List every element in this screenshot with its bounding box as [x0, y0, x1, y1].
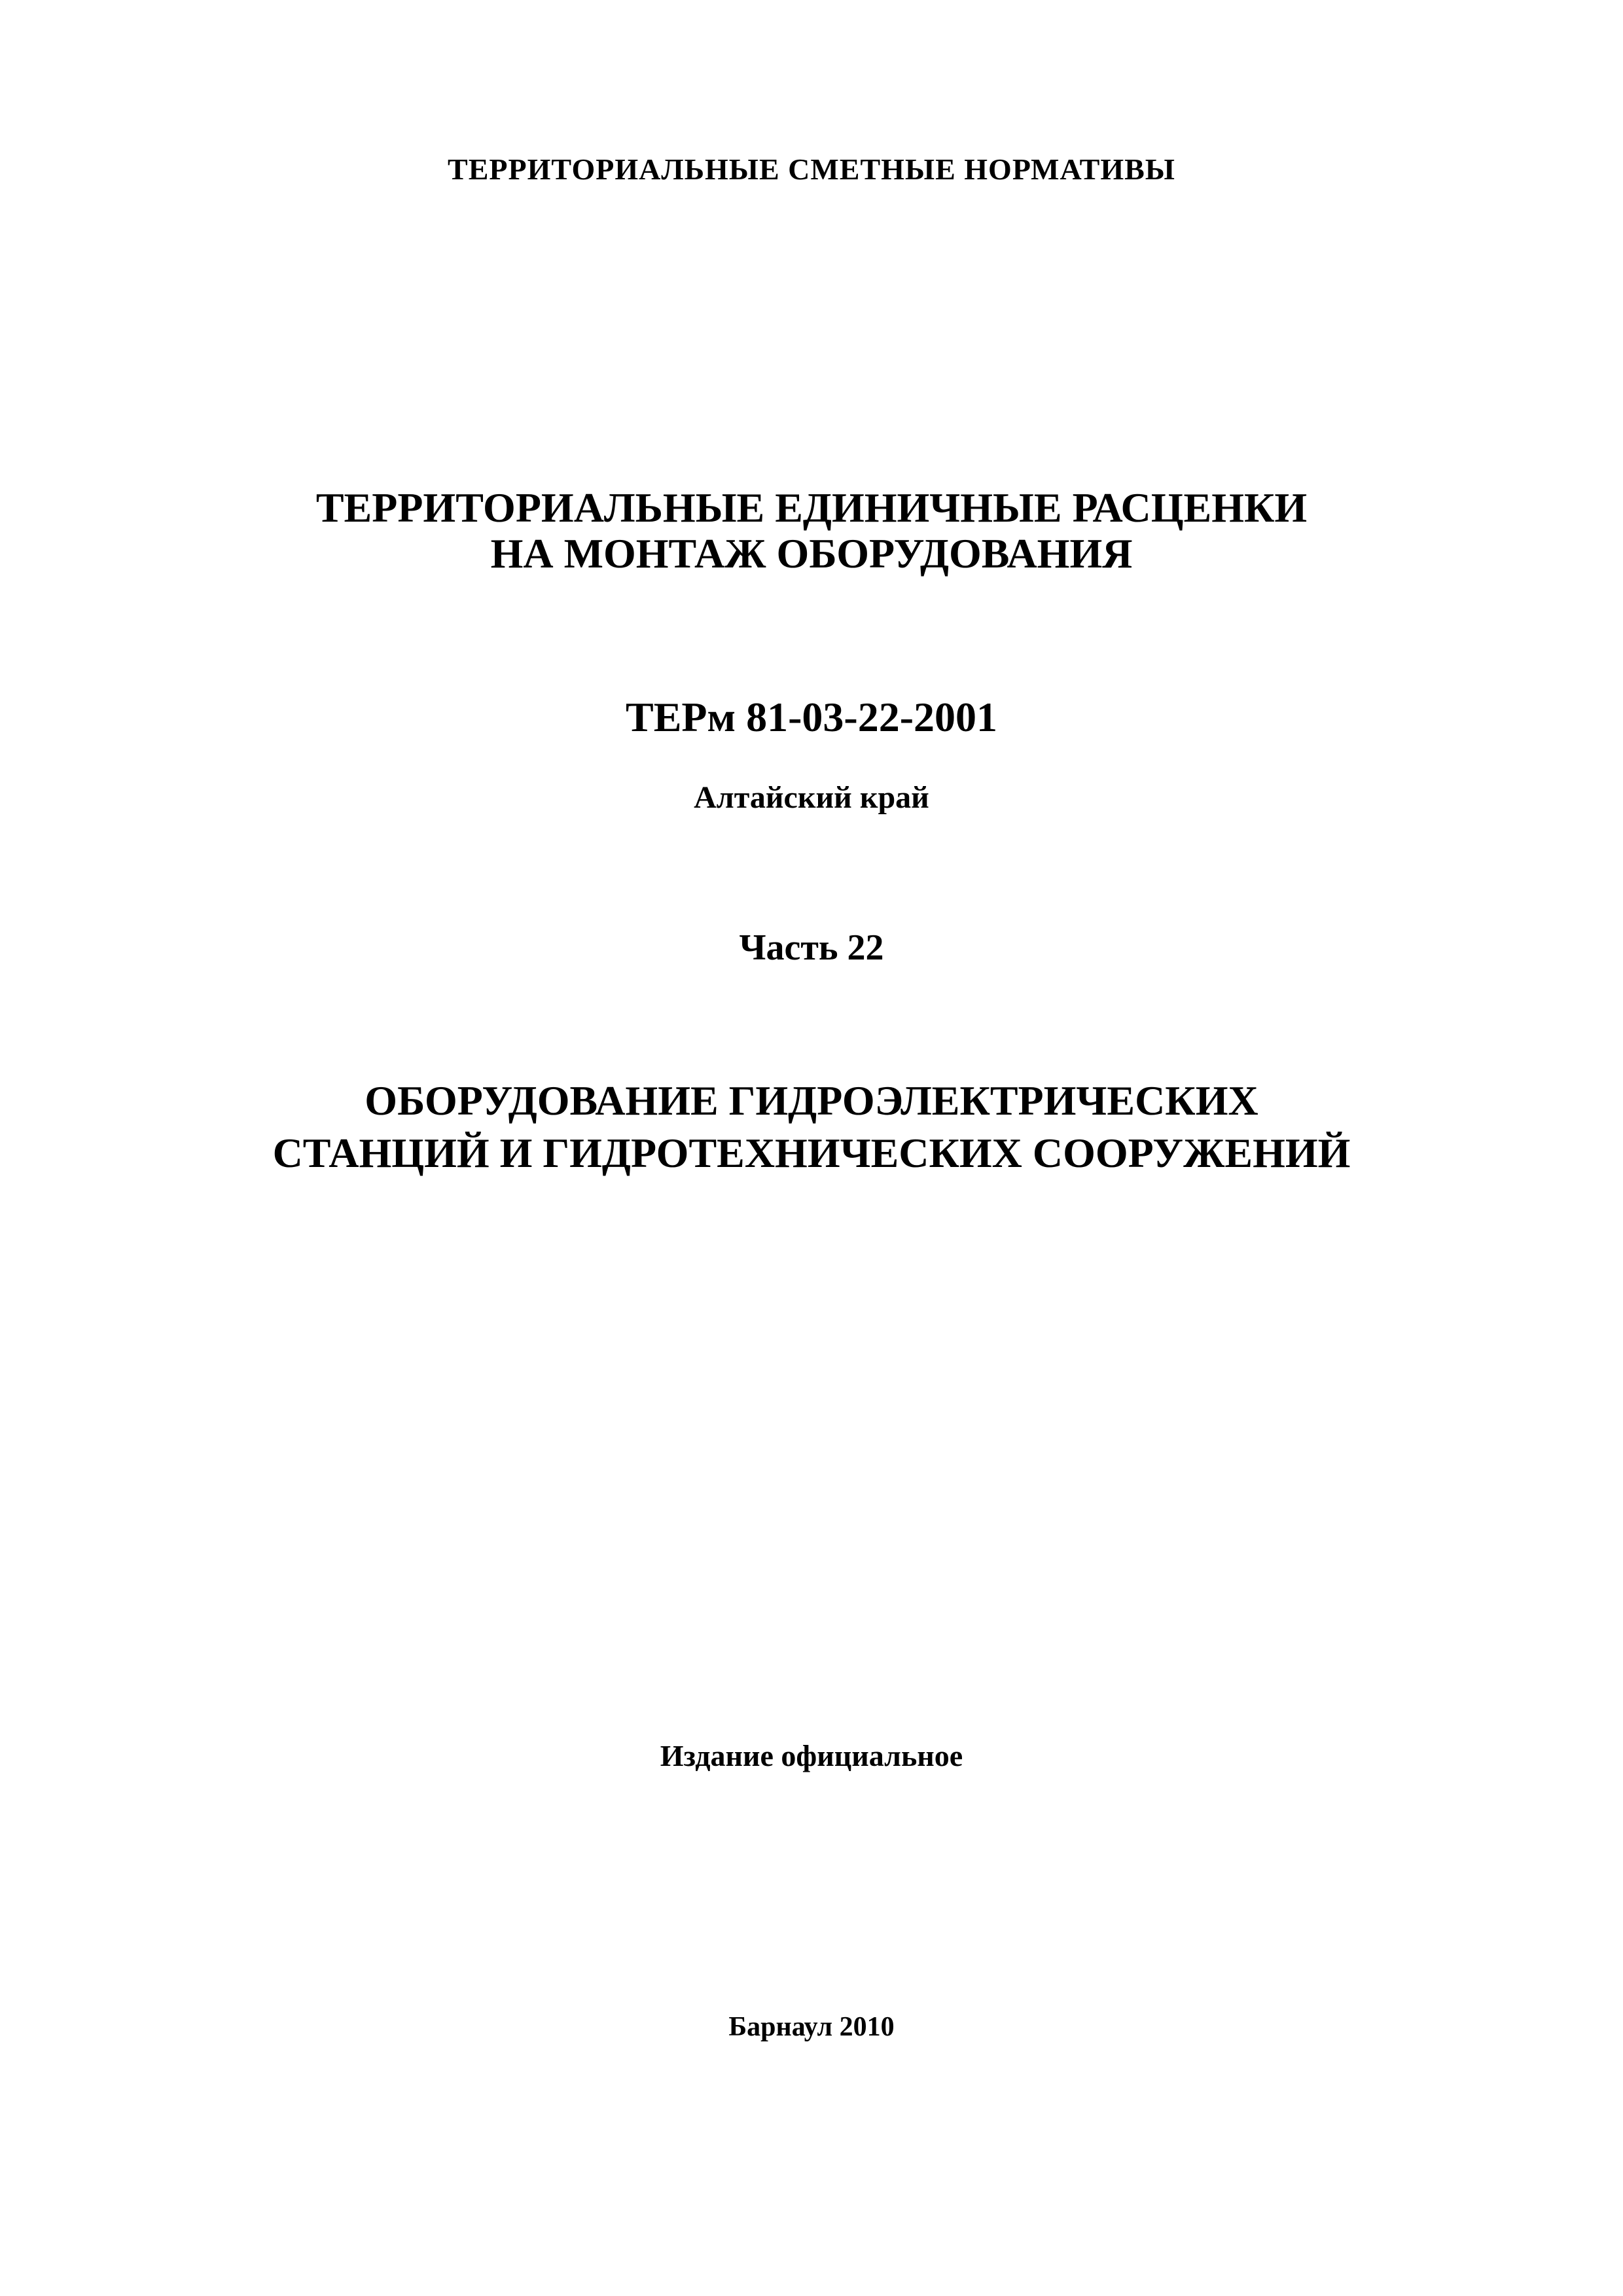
subtitle-line-1: ОБОРУДОВАНИЕ ГИДРОЭЛЕКТРИЧЕСКИХ: [365, 1077, 1258, 1124]
document-code: ТЕРм 81-03-22-2001: [626, 694, 997, 740]
part-number: Часть 22: [739, 927, 884, 968]
main-title-line-2: НА МОНТАЖ ОБОРУДОВАНИЯ: [490, 530, 1133, 577]
main-title-line-1: ТЕРРИТОРИАЛЬНЫЕ ЕДИНИЧНЫЕ РАСЦЕНКИ: [315, 484, 1308, 531]
series-heading: ТЕРРИТОРИАЛЬНЫЕ СМЕТНЫЕ НОРМАТИВЫ: [448, 152, 1175, 186]
imprint-place-year: Барнаул 2010: [728, 2012, 895, 2042]
subtitle-line-2: СТАНЦИЙ И ГИДРОТЕХНИЧЕСКИХ СООРУЖЕНИЙ: [272, 1130, 1351, 1176]
edition-note: Издание официальное: [660, 1739, 963, 1772]
region-name: Алтайский край: [694, 780, 929, 815]
